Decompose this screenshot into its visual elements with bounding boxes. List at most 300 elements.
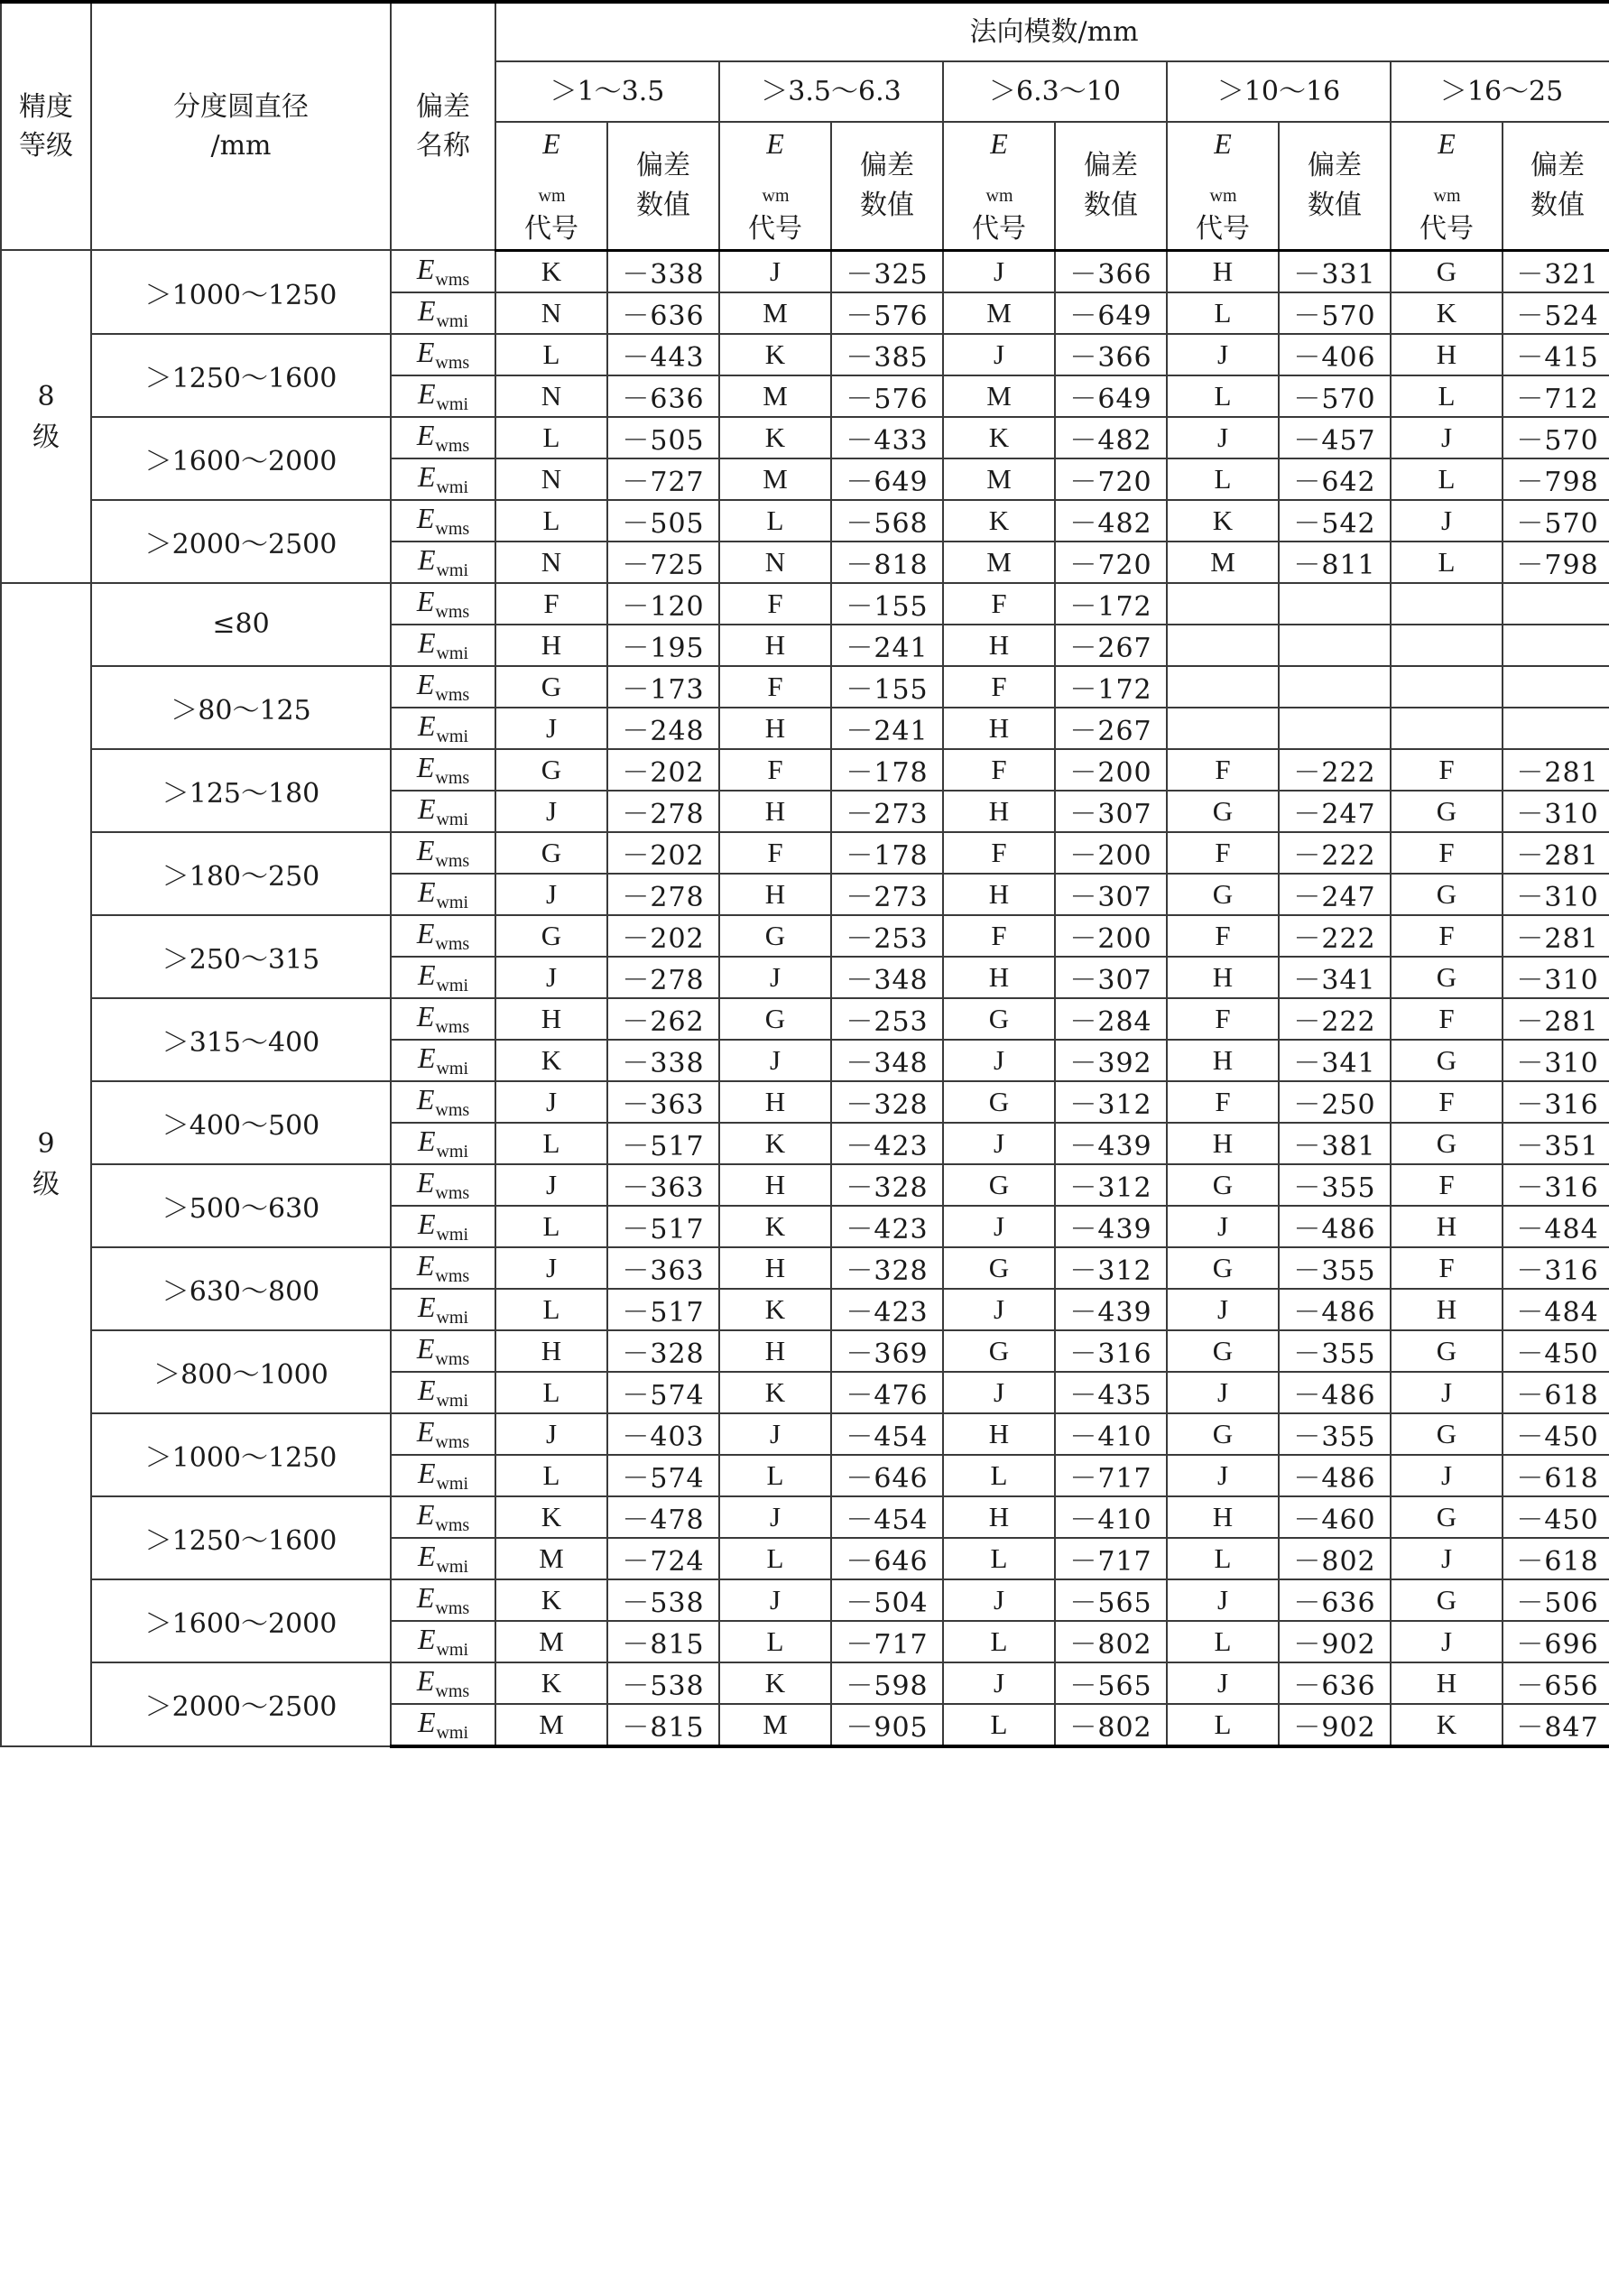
value-cell: －482 bbox=[1055, 417, 1167, 458]
ewm-symbol bbox=[720, 123, 830, 209]
code-cell: F bbox=[1167, 1081, 1279, 1123]
code-cell: F bbox=[943, 749, 1055, 791]
table-row bbox=[1, 250, 1609, 292]
dev-E: E bbox=[417, 1290, 436, 1323]
code-cell: G bbox=[1167, 1413, 1279, 1455]
deviation-upper-name bbox=[391, 1247, 495, 1289]
code-cell: L bbox=[943, 1538, 1055, 1579]
code-cell: K bbox=[1391, 1704, 1503, 1746]
value-cell bbox=[1279, 708, 1391, 749]
value-cell bbox=[1279, 666, 1391, 708]
code-cell: J bbox=[495, 1247, 607, 1289]
code-cell: L bbox=[495, 1372, 607, 1413]
diameter-header: 分度圆直径 /mm bbox=[91, 2, 391, 250]
value-cell: －506 bbox=[1503, 1579, 1609, 1621]
code-cell: L bbox=[719, 1538, 831, 1579]
code-cell: F bbox=[943, 666, 1055, 708]
code-cell: G bbox=[943, 1247, 1055, 1289]
dev-E: E bbox=[416, 1165, 435, 1199]
value-cell: －486 bbox=[1279, 1289, 1391, 1330]
code-cell: J bbox=[719, 1413, 831, 1455]
value-cell: －649 bbox=[1055, 375, 1167, 417]
code-cell: H bbox=[1167, 1496, 1279, 1538]
deviation-lower-name bbox=[391, 791, 495, 832]
code-cell: G bbox=[719, 998, 831, 1040]
ewm-sub: wm bbox=[1209, 186, 1237, 207]
value-cell: －905 bbox=[831, 1704, 943, 1746]
code-cell: H bbox=[943, 957, 1055, 998]
code-cell: G bbox=[1167, 1330, 1279, 1372]
code-cell: H bbox=[943, 874, 1055, 915]
code-cell: J bbox=[1391, 1455, 1503, 1496]
deviation-lower-name bbox=[391, 458, 495, 500]
dev-sub: wms bbox=[435, 1514, 470, 1535]
table-row bbox=[1, 666, 1609, 708]
value-cell: －202 bbox=[607, 832, 719, 874]
value-cell: －310 bbox=[1503, 1040, 1609, 1081]
value-cell: －423 bbox=[831, 1206, 943, 1247]
value-cell: －363 bbox=[607, 1164, 719, 1206]
grade-header: 精度 等级 bbox=[1, 2, 91, 250]
code-cell: K bbox=[943, 417, 1055, 458]
code-cell: G bbox=[1167, 791, 1279, 832]
code-cell: J bbox=[495, 1081, 607, 1123]
ewm-sub: wm bbox=[1433, 186, 1461, 207]
ewm-E: E bbox=[990, 127, 1008, 160]
value-cell: －570 bbox=[1279, 292, 1391, 334]
dev-E: E bbox=[417, 459, 436, 493]
value-cell bbox=[1279, 625, 1391, 666]
diameter-cell: ＞80～125 bbox=[91, 666, 391, 749]
code-cell: G bbox=[1391, 1579, 1503, 1621]
code-cell: M bbox=[495, 1538, 607, 1579]
value-cell: －253 bbox=[831, 998, 943, 1040]
value-cell: －568 bbox=[831, 500, 943, 542]
value-cell: －457 bbox=[1279, 417, 1391, 458]
value-cell: －542 bbox=[1279, 500, 1391, 542]
code-cell: M bbox=[495, 1704, 607, 1746]
code-cell: K bbox=[943, 500, 1055, 542]
dev-E: E bbox=[417, 542, 436, 576]
diameter-cell: ≤80 bbox=[91, 583, 391, 666]
value-cell: －439 bbox=[1055, 1206, 1167, 1247]
deviation-upper-name bbox=[391, 832, 495, 874]
code-cell: H bbox=[1391, 1206, 1503, 1247]
code-cell: F bbox=[719, 583, 831, 625]
deviation-lower-name bbox=[391, 1538, 495, 1579]
dev-E: E bbox=[417, 376, 436, 410]
table-row bbox=[1, 1247, 1609, 1289]
code-cell: J bbox=[1167, 417, 1279, 458]
code-cell: F bbox=[1167, 832, 1279, 874]
deviation-lower-name bbox=[391, 1123, 495, 1164]
value-cell: －517 bbox=[607, 1289, 719, 1330]
code-cell: G bbox=[943, 1164, 1055, 1206]
code-cell: K bbox=[719, 1123, 831, 1164]
code-label: 代号 bbox=[1196, 213, 1250, 245]
value-cell: －178 bbox=[831, 749, 943, 791]
diameter-cell: ＞500～630 bbox=[91, 1164, 391, 1247]
deviation-lower-name bbox=[391, 375, 495, 417]
code-cell: H bbox=[1391, 334, 1503, 375]
value-cell: －435 bbox=[1055, 1372, 1167, 1413]
value-cell: －310 bbox=[1503, 791, 1609, 832]
dev-E: E bbox=[416, 1497, 435, 1531]
deviation-upper-name bbox=[391, 583, 495, 625]
dev-sub: wmi bbox=[436, 477, 469, 497]
code-cell: H bbox=[719, 1164, 831, 1206]
code-cell: F bbox=[1391, 749, 1503, 791]
ewm-sub: wm bbox=[985, 186, 1013, 207]
dev-E: E bbox=[417, 293, 436, 327]
dev-E: E bbox=[417, 1456, 436, 1489]
ewm-E: E bbox=[766, 127, 784, 160]
value-cell: －348 bbox=[831, 957, 943, 998]
code-cell: K bbox=[495, 1662, 607, 1704]
dev-sub: wms bbox=[435, 518, 470, 539]
dev-sub: wms bbox=[435, 684, 470, 705]
value-cell: －310 bbox=[1503, 874, 1609, 915]
deviation-lower-name bbox=[391, 1206, 495, 1247]
code-cell: G bbox=[495, 749, 607, 791]
value-cell: －278 bbox=[607, 957, 719, 998]
code-cell: J bbox=[1167, 1206, 1279, 1247]
code-cell: H bbox=[719, 1330, 831, 1372]
value-col-header bbox=[607, 122, 719, 250]
dev-sub: wms bbox=[435, 1099, 470, 1120]
value-cell: －649 bbox=[1055, 292, 1167, 334]
value-cell: －366 bbox=[1055, 250, 1167, 292]
code-cell: K bbox=[495, 1040, 607, 1081]
value-cell: －724 bbox=[607, 1538, 719, 1579]
dev-E: E bbox=[416, 1580, 435, 1614]
code-cell: G bbox=[943, 1081, 1055, 1123]
code-cell: K bbox=[719, 1372, 831, 1413]
code-cell: H bbox=[1391, 1662, 1503, 1704]
code-col-header bbox=[495, 122, 607, 250]
value-cell: －725 bbox=[607, 542, 719, 583]
code-cell: M bbox=[719, 292, 831, 334]
deviation-upper-name bbox=[391, 250, 495, 292]
code-col-header bbox=[943, 122, 1055, 250]
diameter-cell: ＞180～250 bbox=[91, 832, 391, 915]
diameter-cell: ＞800～1000 bbox=[91, 1330, 391, 1413]
value-col-header bbox=[1055, 122, 1167, 250]
value-cell: －439 bbox=[1055, 1123, 1167, 1164]
value-cell: －202 bbox=[607, 915, 719, 957]
code-cell: M bbox=[943, 292, 1055, 334]
value-cell: －267 bbox=[1055, 708, 1167, 749]
value-cell: －570 bbox=[1503, 500, 1609, 542]
table-row bbox=[1, 998, 1609, 1040]
deviation-lower-name bbox=[391, 708, 495, 749]
value-cell: －200 bbox=[1055, 915, 1167, 957]
code-cell: H bbox=[943, 625, 1055, 666]
value-cell: －316 bbox=[1503, 1081, 1609, 1123]
value-cell: －524 bbox=[1503, 292, 1609, 334]
dev-sub: wmi bbox=[436, 1058, 469, 1079]
value-cell: －253 bbox=[831, 915, 943, 957]
code-cell: J bbox=[495, 708, 607, 749]
ewm-E: E bbox=[1214, 127, 1232, 160]
value-cell: －902 bbox=[1279, 1621, 1391, 1662]
code-cell bbox=[1167, 708, 1279, 749]
table-row bbox=[1, 915, 1609, 957]
value-cell: －222 bbox=[1279, 749, 1391, 791]
code-cell: J bbox=[1167, 1455, 1279, 1496]
code-cell: J bbox=[943, 1579, 1055, 1621]
value-cell: －454 bbox=[831, 1413, 943, 1455]
code-cell: J bbox=[1167, 334, 1279, 375]
code-cell: H bbox=[943, 708, 1055, 749]
dev-E: E bbox=[417, 1539, 436, 1572]
code-cell: M bbox=[1167, 542, 1279, 583]
value-cell: －486 bbox=[1279, 1455, 1391, 1496]
code-cell: F bbox=[719, 832, 831, 874]
code-cell: G bbox=[943, 998, 1055, 1040]
code-cell: K bbox=[719, 1289, 831, 1330]
value-cell: －385 bbox=[831, 334, 943, 375]
code-label: 代号 bbox=[524, 213, 578, 245]
value-cell: －443 bbox=[607, 334, 719, 375]
dev-sub: wmi bbox=[436, 1556, 469, 1577]
code-cell: G bbox=[1391, 1330, 1503, 1372]
value-cell: －642 bbox=[1279, 458, 1391, 500]
code-cell: H bbox=[1167, 1040, 1279, 1081]
code-cell: G bbox=[943, 1330, 1055, 1372]
code-cell: L bbox=[495, 334, 607, 375]
code-cell: K bbox=[719, 417, 831, 458]
code-cell: F bbox=[1391, 832, 1503, 874]
value-cell: －802 bbox=[1055, 1621, 1167, 1662]
value-cell: －720 bbox=[1055, 458, 1167, 500]
code-cell: J bbox=[1391, 417, 1503, 458]
dev-E: E bbox=[416, 1082, 435, 1116]
dev-sub: wms bbox=[435, 933, 470, 954]
value-label-line1: 偏差 bbox=[1308, 150, 1362, 182]
deviation-upper-name bbox=[391, 998, 495, 1040]
code-cell: H bbox=[943, 1496, 1055, 1538]
table-row bbox=[1, 832, 1609, 874]
value-cell: －570 bbox=[1503, 417, 1609, 458]
ewm-E: E bbox=[1438, 127, 1456, 160]
table-body bbox=[1, 250, 1609, 1746]
code-cell: H bbox=[495, 998, 607, 1040]
value-cell: －798 bbox=[1503, 542, 1609, 583]
grade-number: 9 bbox=[37, 1128, 55, 1161]
dev-E: E bbox=[417, 1705, 436, 1738]
dev-sub: wmi bbox=[436, 1224, 469, 1245]
code-cell: F bbox=[943, 583, 1055, 625]
value-label-line1: 偏差 bbox=[636, 150, 690, 182]
value-cell: －574 bbox=[607, 1372, 719, 1413]
value-cell: －178 bbox=[831, 832, 943, 874]
value-cell: －241 bbox=[831, 625, 943, 666]
code-cell: J bbox=[943, 1206, 1055, 1247]
value-cell: －222 bbox=[1279, 915, 1391, 957]
value-cell: －802 bbox=[1279, 1538, 1391, 1579]
code-cell: L bbox=[1167, 375, 1279, 417]
value-cell: －656 bbox=[1503, 1662, 1609, 1704]
value-cell: －281 bbox=[1503, 998, 1609, 1040]
code-cell: G bbox=[1167, 1164, 1279, 1206]
deviation-lower-name bbox=[391, 1372, 495, 1413]
value-cell: －902 bbox=[1279, 1704, 1391, 1746]
value-cell: －727 bbox=[607, 458, 719, 500]
code-cell bbox=[1391, 625, 1503, 666]
code-cell bbox=[1167, 666, 1279, 708]
value-cell: －636 bbox=[1279, 1662, 1391, 1704]
value-label-line2: 数值 bbox=[1308, 189, 1362, 221]
value-cell: －538 bbox=[607, 1579, 719, 1621]
code-cell: F bbox=[719, 666, 831, 708]
diameter-cell: ＞1250～1600 bbox=[91, 1496, 391, 1579]
code-cell: G bbox=[1391, 957, 1503, 998]
module-range-2: ＞3.5～6.3 bbox=[719, 61, 943, 122]
dev-sub: wms bbox=[435, 1265, 470, 1286]
code-cell: H bbox=[943, 791, 1055, 832]
code-cell: J bbox=[495, 1413, 607, 1455]
value-cell: －312 bbox=[1055, 1081, 1167, 1123]
value-cell: －439 bbox=[1055, 1289, 1167, 1330]
value-cell: －281 bbox=[1503, 749, 1609, 791]
table-row bbox=[1, 334, 1609, 375]
value-label-line1: 偏差 bbox=[1530, 150, 1586, 182]
value-cell: －802 bbox=[1055, 1704, 1167, 1746]
dev-E: E bbox=[416, 252, 435, 285]
code-cell: H bbox=[719, 791, 831, 832]
value-cell: －565 bbox=[1055, 1662, 1167, 1704]
value-cell: －366 bbox=[1055, 334, 1167, 375]
code-col-header bbox=[1167, 122, 1279, 250]
code-cell: G bbox=[1391, 874, 1503, 915]
code-cell: J bbox=[1167, 1372, 1279, 1413]
value-cell: －482 bbox=[1055, 500, 1167, 542]
value-cell: －406 bbox=[1279, 334, 1391, 375]
dev-sub: wmi bbox=[436, 1307, 469, 1328]
value-cell: －598 bbox=[831, 1662, 943, 1704]
code-cell: M bbox=[719, 375, 831, 417]
value-cell: －636 bbox=[607, 292, 719, 334]
code-col-header bbox=[719, 122, 831, 250]
code-cell: J bbox=[943, 1372, 1055, 1413]
code-cell: N bbox=[495, 458, 607, 500]
code-cell: K bbox=[495, 1579, 607, 1621]
code-cell bbox=[1167, 625, 1279, 666]
value-cell: －450 bbox=[1503, 1413, 1609, 1455]
code-cell: F bbox=[943, 832, 1055, 874]
deviation-upper-name bbox=[391, 417, 495, 458]
code-cell: J bbox=[943, 334, 1055, 375]
code-cell: M bbox=[943, 458, 1055, 500]
ewm-sub: wm bbox=[538, 186, 566, 207]
diameter-cell: ＞630～800 bbox=[91, 1247, 391, 1330]
code-cell: F bbox=[1167, 749, 1279, 791]
value-cell: －316 bbox=[1055, 1330, 1167, 1372]
value-cell: －460 bbox=[1279, 1496, 1391, 1538]
deviation-upper-name bbox=[391, 1662, 495, 1704]
value-cell: －505 bbox=[607, 417, 719, 458]
diameter-cell: ＞315～400 bbox=[91, 998, 391, 1081]
value-cell: －328 bbox=[607, 1330, 719, 1372]
ewm-E: E bbox=[542, 127, 560, 160]
code-cell: H bbox=[719, 708, 831, 749]
code-cell: J bbox=[1167, 1289, 1279, 1330]
value-cell: －278 bbox=[607, 791, 719, 832]
code-cell: J bbox=[1391, 1538, 1503, 1579]
code-cell bbox=[1167, 583, 1279, 625]
value-cell: －355 bbox=[1279, 1164, 1391, 1206]
diameter-cell: ＞400～500 bbox=[91, 1081, 391, 1164]
code-cell: L bbox=[1391, 375, 1503, 417]
code-label: 代号 bbox=[972, 213, 1026, 245]
code-cell: J bbox=[495, 957, 607, 998]
grade-cell bbox=[1, 583, 91, 1746]
code-cell: L bbox=[719, 1621, 831, 1662]
value-cell: －415 bbox=[1503, 334, 1609, 375]
value-cell: －172 bbox=[1055, 583, 1167, 625]
value-cell: －712 bbox=[1503, 375, 1609, 417]
value-cell: －636 bbox=[1279, 1579, 1391, 1621]
deviation-lower-name bbox=[391, 542, 495, 583]
ewm-symbol bbox=[944, 123, 1054, 209]
dev-sub: wms bbox=[435, 1597, 470, 1618]
code-cell: L bbox=[495, 500, 607, 542]
code-cell: G bbox=[495, 915, 607, 957]
value-cell: －248 bbox=[607, 708, 719, 749]
diameter-cell: ＞1600～2000 bbox=[91, 1579, 391, 1662]
dev-sub: wmi bbox=[436, 643, 469, 663]
dev-E: E bbox=[416, 1414, 435, 1448]
value-cell: －341 bbox=[1279, 957, 1391, 998]
code-cell: F bbox=[1167, 915, 1279, 957]
code-cell: G bbox=[1167, 1247, 1279, 1289]
diameter-cell: ＞1600～2000 bbox=[91, 417, 391, 500]
value-cell: －433 bbox=[831, 417, 943, 458]
value-cell: －811 bbox=[1279, 542, 1391, 583]
code-cell: L bbox=[719, 500, 831, 542]
value-cell: －517 bbox=[607, 1123, 719, 1164]
code-cell: K bbox=[719, 1662, 831, 1704]
value-cell: －241 bbox=[831, 708, 943, 749]
table-row bbox=[1, 1579, 1609, 1621]
dev-sub: wmi bbox=[436, 892, 469, 912]
dev-sub: wms bbox=[435, 1431, 470, 1452]
deviation-lower-name bbox=[391, 1040, 495, 1081]
code-cell: M bbox=[719, 1704, 831, 1746]
code-cell: G bbox=[1391, 1040, 1503, 1081]
value-cell: －307 bbox=[1055, 957, 1167, 998]
code-cell: L bbox=[495, 1289, 607, 1330]
table-row bbox=[1, 1330, 1609, 1372]
code-cell: K bbox=[495, 250, 607, 292]
diameter-cell: ＞2000～2500 bbox=[91, 500, 391, 583]
code-cell: H bbox=[1391, 1289, 1503, 1330]
dev-E: E bbox=[416, 501, 435, 534]
dev-sub: wms bbox=[435, 1348, 470, 1369]
dev-E: E bbox=[416, 833, 435, 866]
module-title: 法向模数/mm bbox=[495, 2, 1609, 61]
code-cell: J bbox=[943, 1040, 1055, 1081]
value-cell: －570 bbox=[1279, 375, 1391, 417]
deviation-upper-name bbox=[391, 749, 495, 791]
code-cell: J bbox=[943, 1289, 1055, 1330]
code-cell: M bbox=[719, 458, 831, 500]
value-label-line2: 数值 bbox=[636, 189, 690, 221]
code-cell: G bbox=[1391, 791, 1503, 832]
code-cell: J bbox=[1167, 1662, 1279, 1704]
dev-sub: wmi bbox=[436, 310, 469, 331]
